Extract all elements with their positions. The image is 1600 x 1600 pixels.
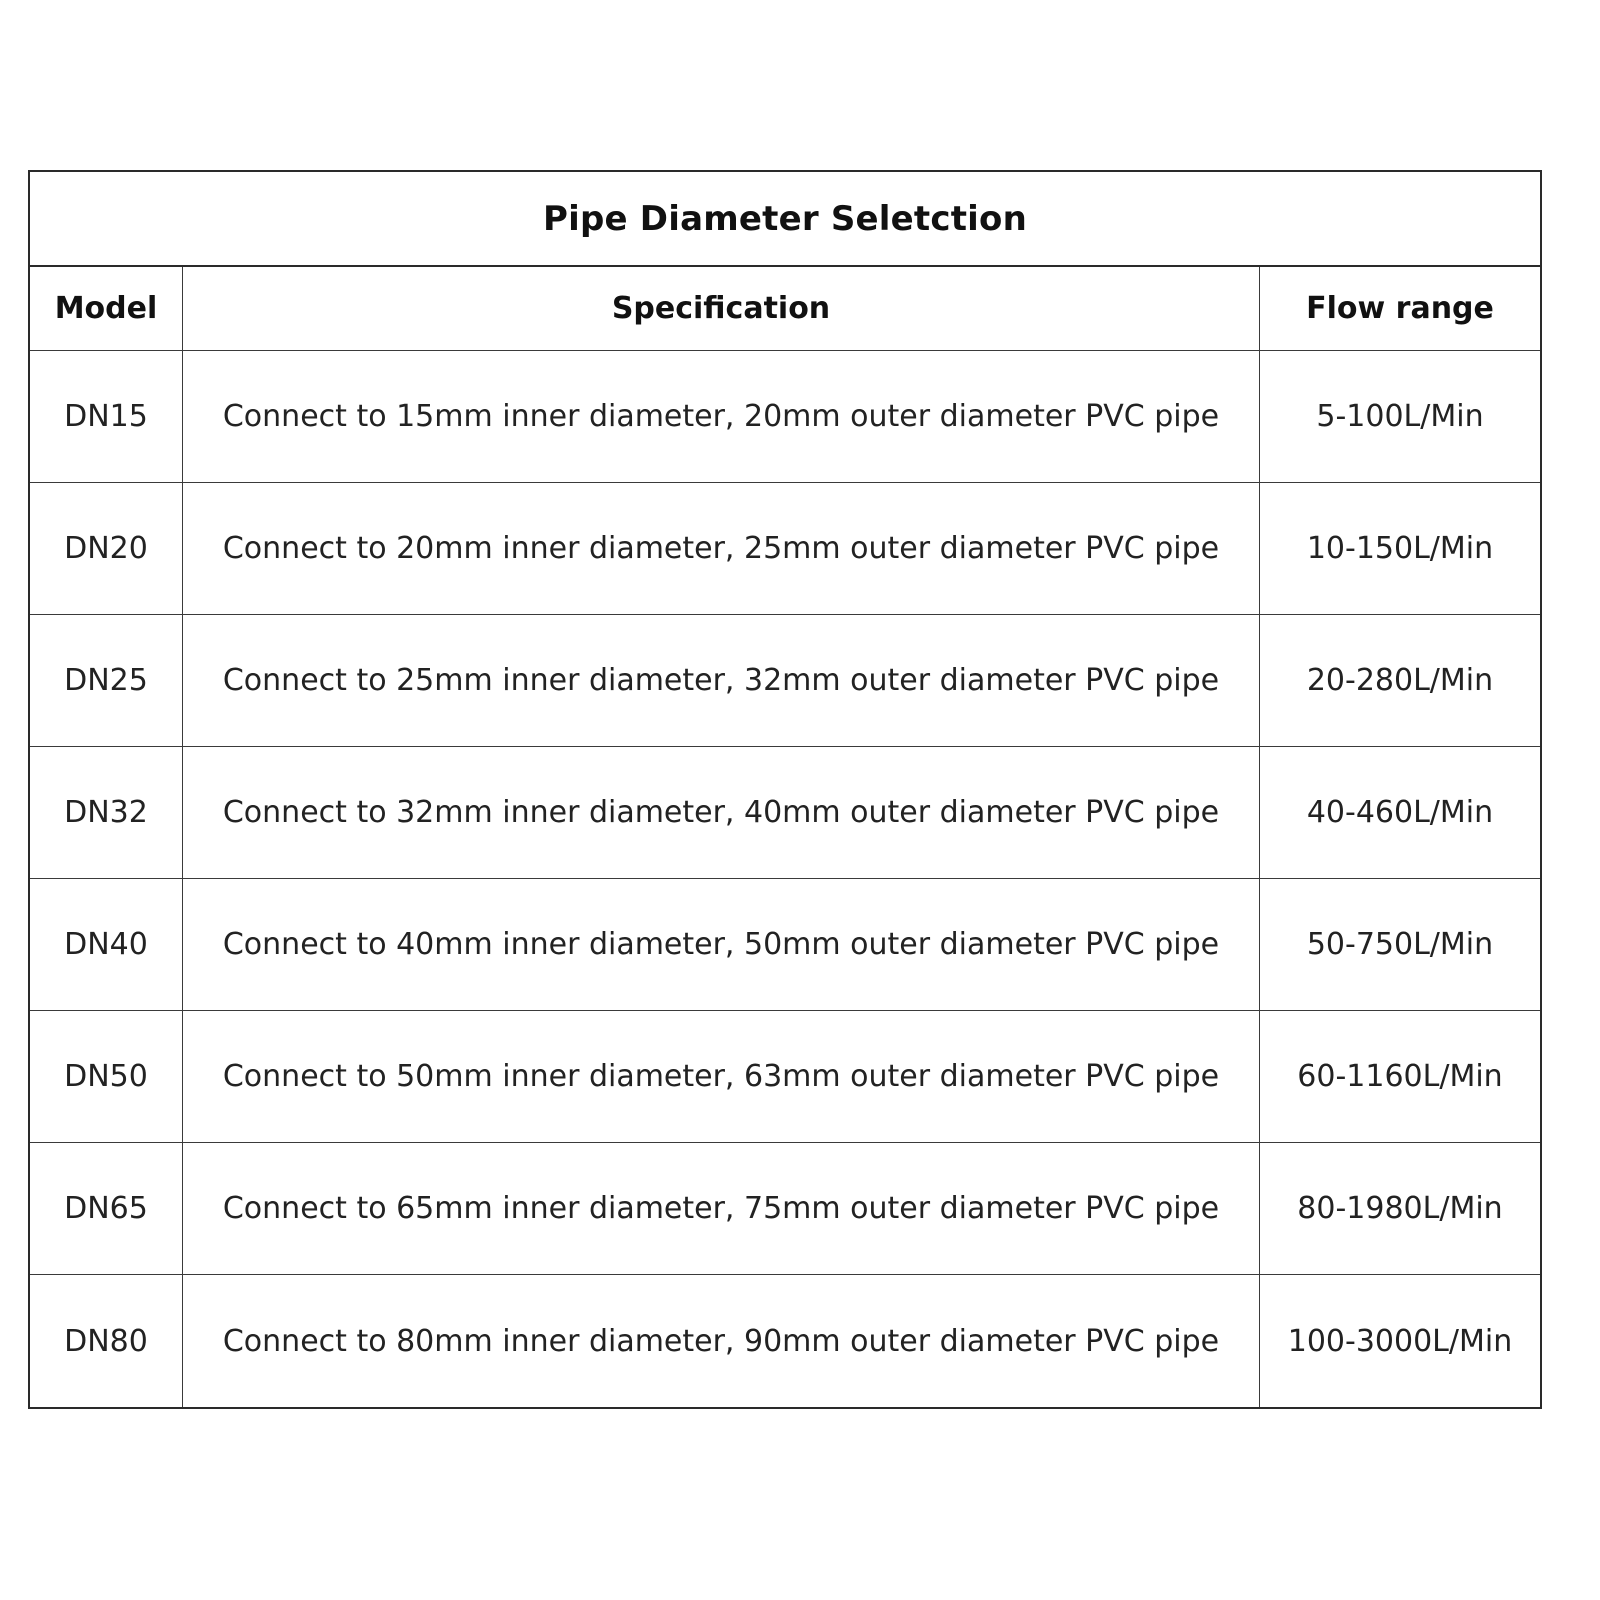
table-row: [30, 1143, 1540, 1275]
header-specification: Specification: [183, 267, 1260, 350]
cell-model: DN40: [30, 879, 183, 1010]
cell-specification: Connect to 25mm inner diameter, 32mm outer diameter PVC pipe: [183, 615, 1260, 746]
cell-specification: Connect to 15mm inner diameter, 20mm outer diameter PVC pipe: [183, 351, 1260, 482]
cell-flow-range: 50-750L/Min: [1306, 927, 1494, 962]
cell-model: DN50: [30, 1011, 183, 1142]
cell-specification: Connect to 65mm inner diameter, 75mm outer diameter PVC pipe: [183, 1143, 1260, 1274]
cell-specification: Connect to 80mm inner diameter, 90mm outer diameter PVC pipe: [183, 1275, 1260, 1407]
table-title: Pipe Diameter Seletction: [543, 198, 1027, 239]
cell-specification: Connect to 50mm inner diameter, 63mm outer diameter PVC pipe: [183, 1011, 1260, 1142]
cell-flow-range: 40-460L/Min: [1306, 795, 1494, 830]
cell-model: DN80: [30, 1275, 183, 1407]
table-row: [30, 351, 1540, 483]
table-row: [30, 747, 1540, 879]
cell-flow-range: 20-280L/Min: [1306, 663, 1494, 698]
table-header-row: [30, 267, 1540, 351]
cell-flow-range: 100-3000L/Min: [1287, 1323, 1513, 1359]
header-flow-range: Flow range: [1306, 291, 1494, 326]
table-row: [30, 1011, 1540, 1143]
cell-model: DN25: [30, 615, 183, 746]
table-row: [30, 879, 1540, 1011]
cell-flow-range: 5-100L/Min: [1316, 399, 1484, 434]
cell-flow-range: 60-1160L/Min: [1297, 1059, 1503, 1094]
header-model: Model: [30, 267, 183, 350]
cell-model: DN32: [30, 747, 183, 878]
pipe-diameter-table: [28, 170, 1542, 1409]
cell-model: DN65: [30, 1143, 183, 1274]
table-row: [30, 483, 1540, 615]
cell-flow-range: 80-1980L/Min: [1297, 1191, 1503, 1226]
cell-flow-range: 10-150L/Min: [1306, 531, 1494, 566]
table-title-row: [30, 172, 1540, 267]
cell-model: DN15: [30, 351, 183, 482]
cell-specification: Connect to 20mm inner diameter, 25mm outer diameter PVC pipe: [183, 483, 1260, 614]
table-row: [30, 615, 1540, 747]
cell-specification: Connect to 32mm inner diameter, 40mm outer diameter PVC pipe: [183, 747, 1260, 878]
table-row: [30, 1275, 1540, 1407]
cell-model: DN20: [30, 483, 183, 614]
cell-specification: Connect to 40mm inner diameter, 50mm outer diameter PVC pipe: [183, 879, 1260, 1010]
